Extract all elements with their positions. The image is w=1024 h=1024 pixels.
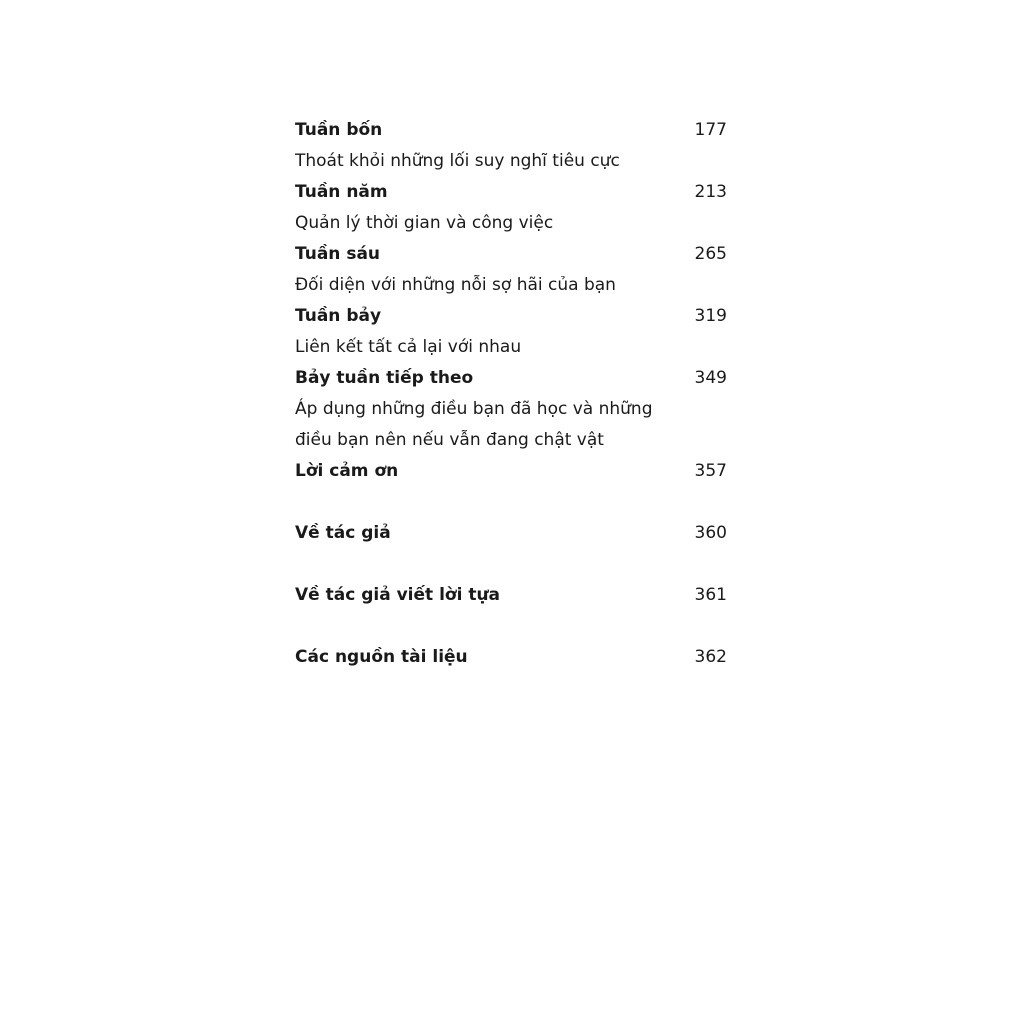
toc-entry-subtitle: [295, 146, 727, 177]
toc-entry-subtitle: [295, 394, 727, 425]
toc-subtitle-line: Quản lý thời gian và công việc: [295, 213, 554, 233]
toc-entry-about-foreword-author[interactable]: [295, 580, 727, 611]
toc-subtitle-line: điều bạn nên nếu vẫn đang chật vật: [295, 430, 604, 450]
toc-spacer: [295, 549, 727, 580]
toc-entry-page: 349: [694, 368, 727, 388]
toc-entry-title: Lời cảm ơn: [295, 461, 399, 481]
toc-entry-title: Về tác giả: [295, 523, 391, 543]
table-of-contents: [295, 115, 727, 673]
toc-entry-acknowledgements[interactable]: [295, 456, 727, 487]
toc-entry-subtitle: [295, 425, 727, 456]
toc-entry-title: Tuần năm: [295, 182, 388, 202]
toc-entry-title: Về tác giả viết lời tựa: [295, 585, 501, 605]
toc-subtitle-line: Đối diện với những nỗi sợ hãi của bạn: [295, 275, 616, 295]
toc-entry-about-author[interactable]: [295, 518, 727, 549]
toc-entry-page: 362: [694, 647, 727, 667]
toc-subtitle-line: Thoát khỏi những lối suy nghĩ tiêu cực: [295, 151, 620, 171]
toc-entry-week-four[interactable]: [295, 115, 727, 146]
toc-entry-subtitle: [295, 270, 727, 301]
toc-entry-resources[interactable]: [295, 642, 727, 673]
toc-entry-page: 319: [694, 306, 727, 326]
toc-entry-week-six[interactable]: [295, 239, 727, 270]
toc-subtitle-line: Áp dụng những điều bạn đã học và những: [295, 399, 653, 419]
toc-entry-subtitle: [295, 332, 727, 363]
toc-entry-next-seven-weeks[interactable]: [295, 363, 727, 394]
toc-entry-title: Tuần bốn: [295, 120, 383, 140]
toc-spacer: [295, 611, 727, 642]
toc-entry-page: 361: [694, 585, 727, 605]
toc-entry-page: 357: [694, 461, 727, 481]
toc-entry-page: 265: [694, 244, 727, 264]
toc-subtitle-line: Liên kết tất cả lại với nhau: [295, 337, 522, 357]
toc-entry-title: Bảy tuần tiếp theo: [295, 368, 474, 388]
toc-entry-title: Các nguồn tài liệu: [295, 647, 468, 667]
toc-entry-title: Tuần bảy: [295, 306, 382, 326]
toc-entry-page: 360: [694, 523, 727, 543]
toc-entry-page: 177: [694, 120, 727, 140]
toc-entry-week-seven[interactable]: [295, 301, 727, 332]
toc-entry-subtitle: [295, 208, 727, 239]
toc-entry-week-five[interactable]: [295, 177, 727, 208]
toc-entry-title: Tuần sáu: [295, 244, 381, 264]
toc-entry-page: 213: [694, 182, 727, 202]
toc-spacer: [295, 487, 727, 518]
